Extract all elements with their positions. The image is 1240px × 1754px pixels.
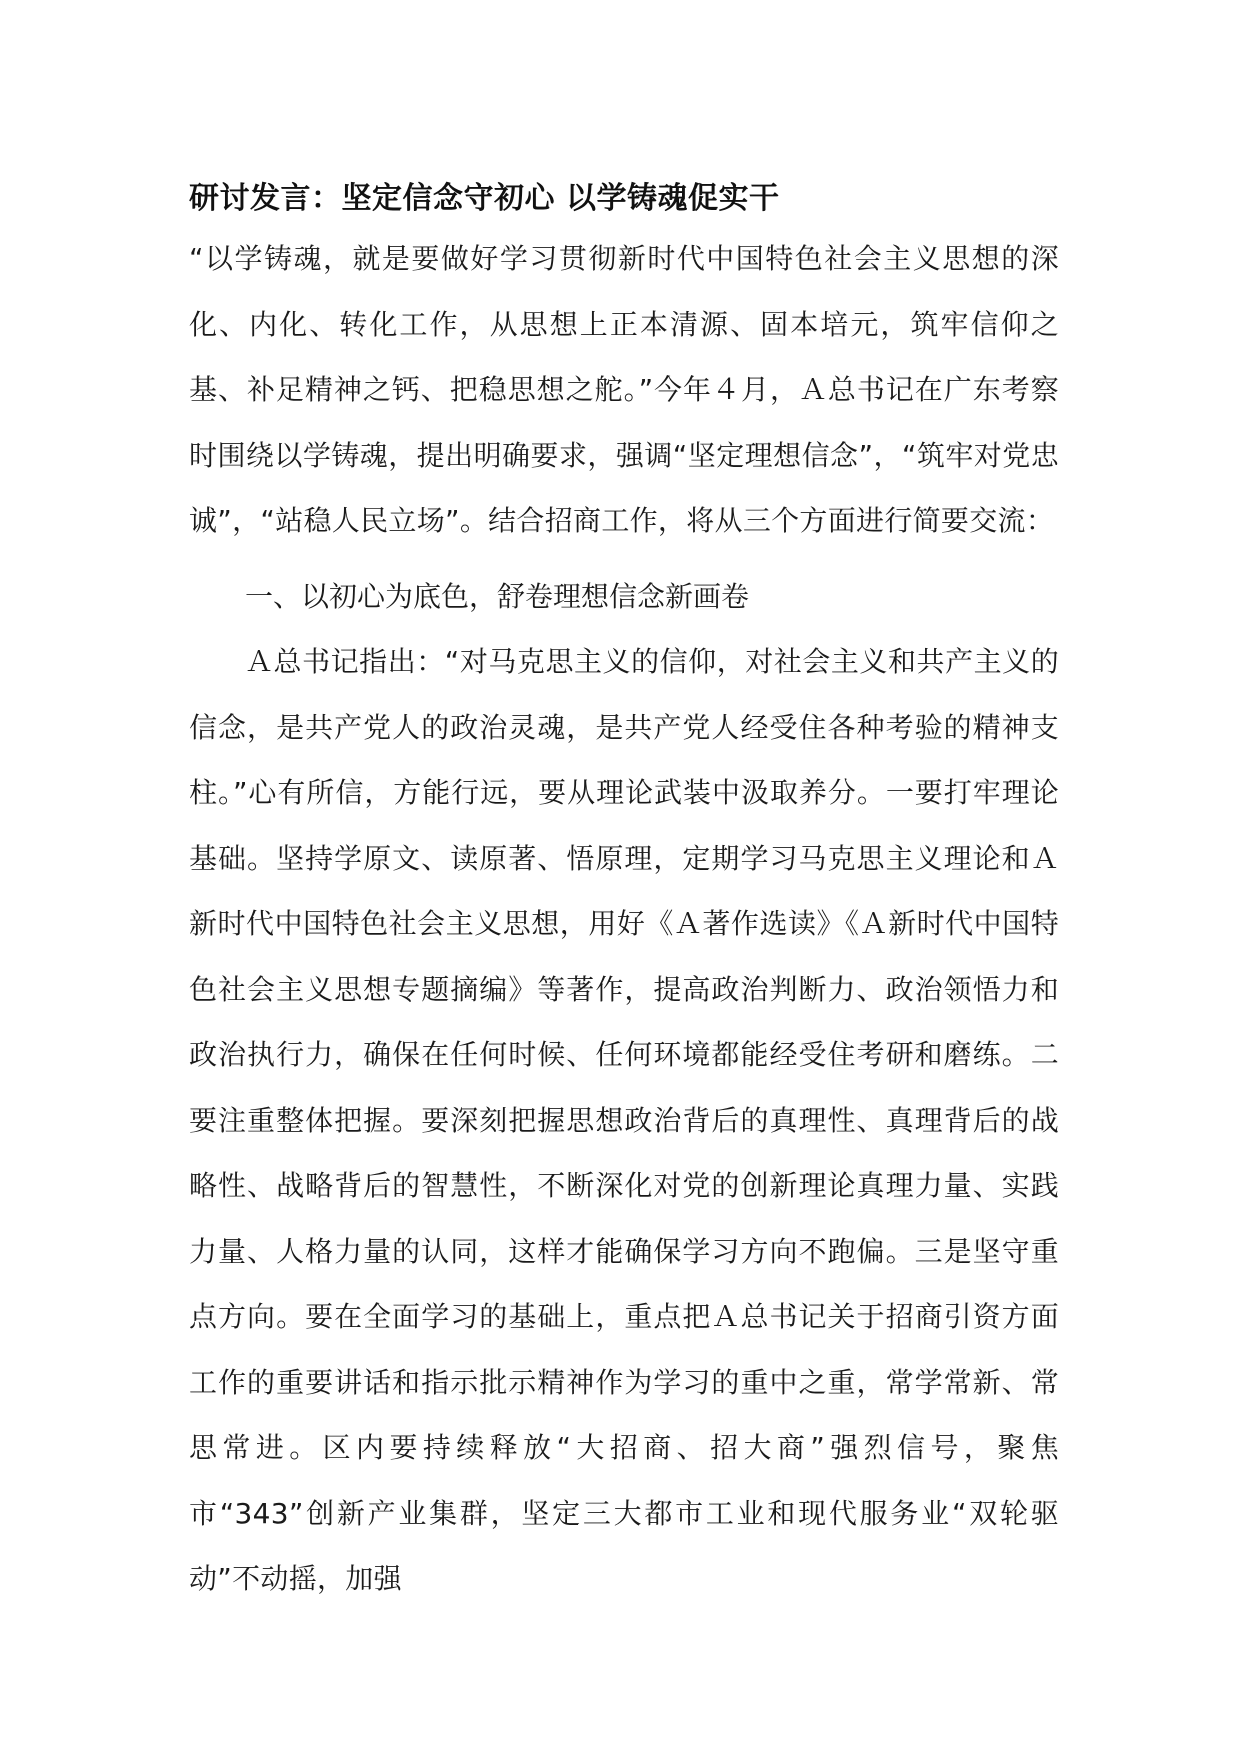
document-title: 研讨发言：坚定信念守初心 以学铸魂促实干 [189,181,780,216]
section-heading-1: 一、以初心为底色，舒卷理想信念新画卷 [245,579,750,613]
intro-paragraph: “以学铸魂，就是要做好学习贯彻新时代中国特色社会主义思想的深化、内化、转化工作，从思想上正本清源、固本培元，筑牢信仰之基、补足精神之钙、把稳思想之舵。”今年４月，Ａ总书记在广东考察时围绕以学铸魂，提出明确要求，强调“坚定理想信念”，“筑牢对党忠诚”，“站稳人民立场”。结合招商工作，将从三个方面进行简要交流： [189,242,1059,537]
section-body-1: Ａ总书记指出：“对马克思主义的信仰，对社会主义和共产主义的信念，是共产党人的政治灵魂，是共产党人经受住各种考验的精神支柱。”心有所信，方能行远，要从理论武装中汲取养分。一要打牢理论基础。坚持学原文、读原著、悟原理，定期学习马克思主义理论和Ａ新时代中国特色社会主义思想，用好《Ａ著作选读》《Ａ新时代中国特色社会主义思想专题摘编》等著作，提高政治判断力、政治领悟力和政治执行力，确保在任何时候、任何环境都能经受住考研和磨练。二要注重整体把握。要深刻把握思想政治背后的真理性、真理背后的战略性、战略背后的智慧性，不断深化对党的创新理论真理力量、实践力量、人格力量的认同，这样才能确保学习方向不跑偏。三是坚守重点方向。要在全面学习的基础上，重点把Ａ总书记关于招商引资方面工作的重要讲话和指示批示精神作为学习的重中之重，常学常新、常思常进。区内要持续释放“大招商、招大商”强烈信号，聚焦市“343”创新产业集群，坚定三大都市工业和现代服务业“双轮驱动”不动摇，加强 [189,645,1059,1595]
document-page [189,172,1059,1612]
